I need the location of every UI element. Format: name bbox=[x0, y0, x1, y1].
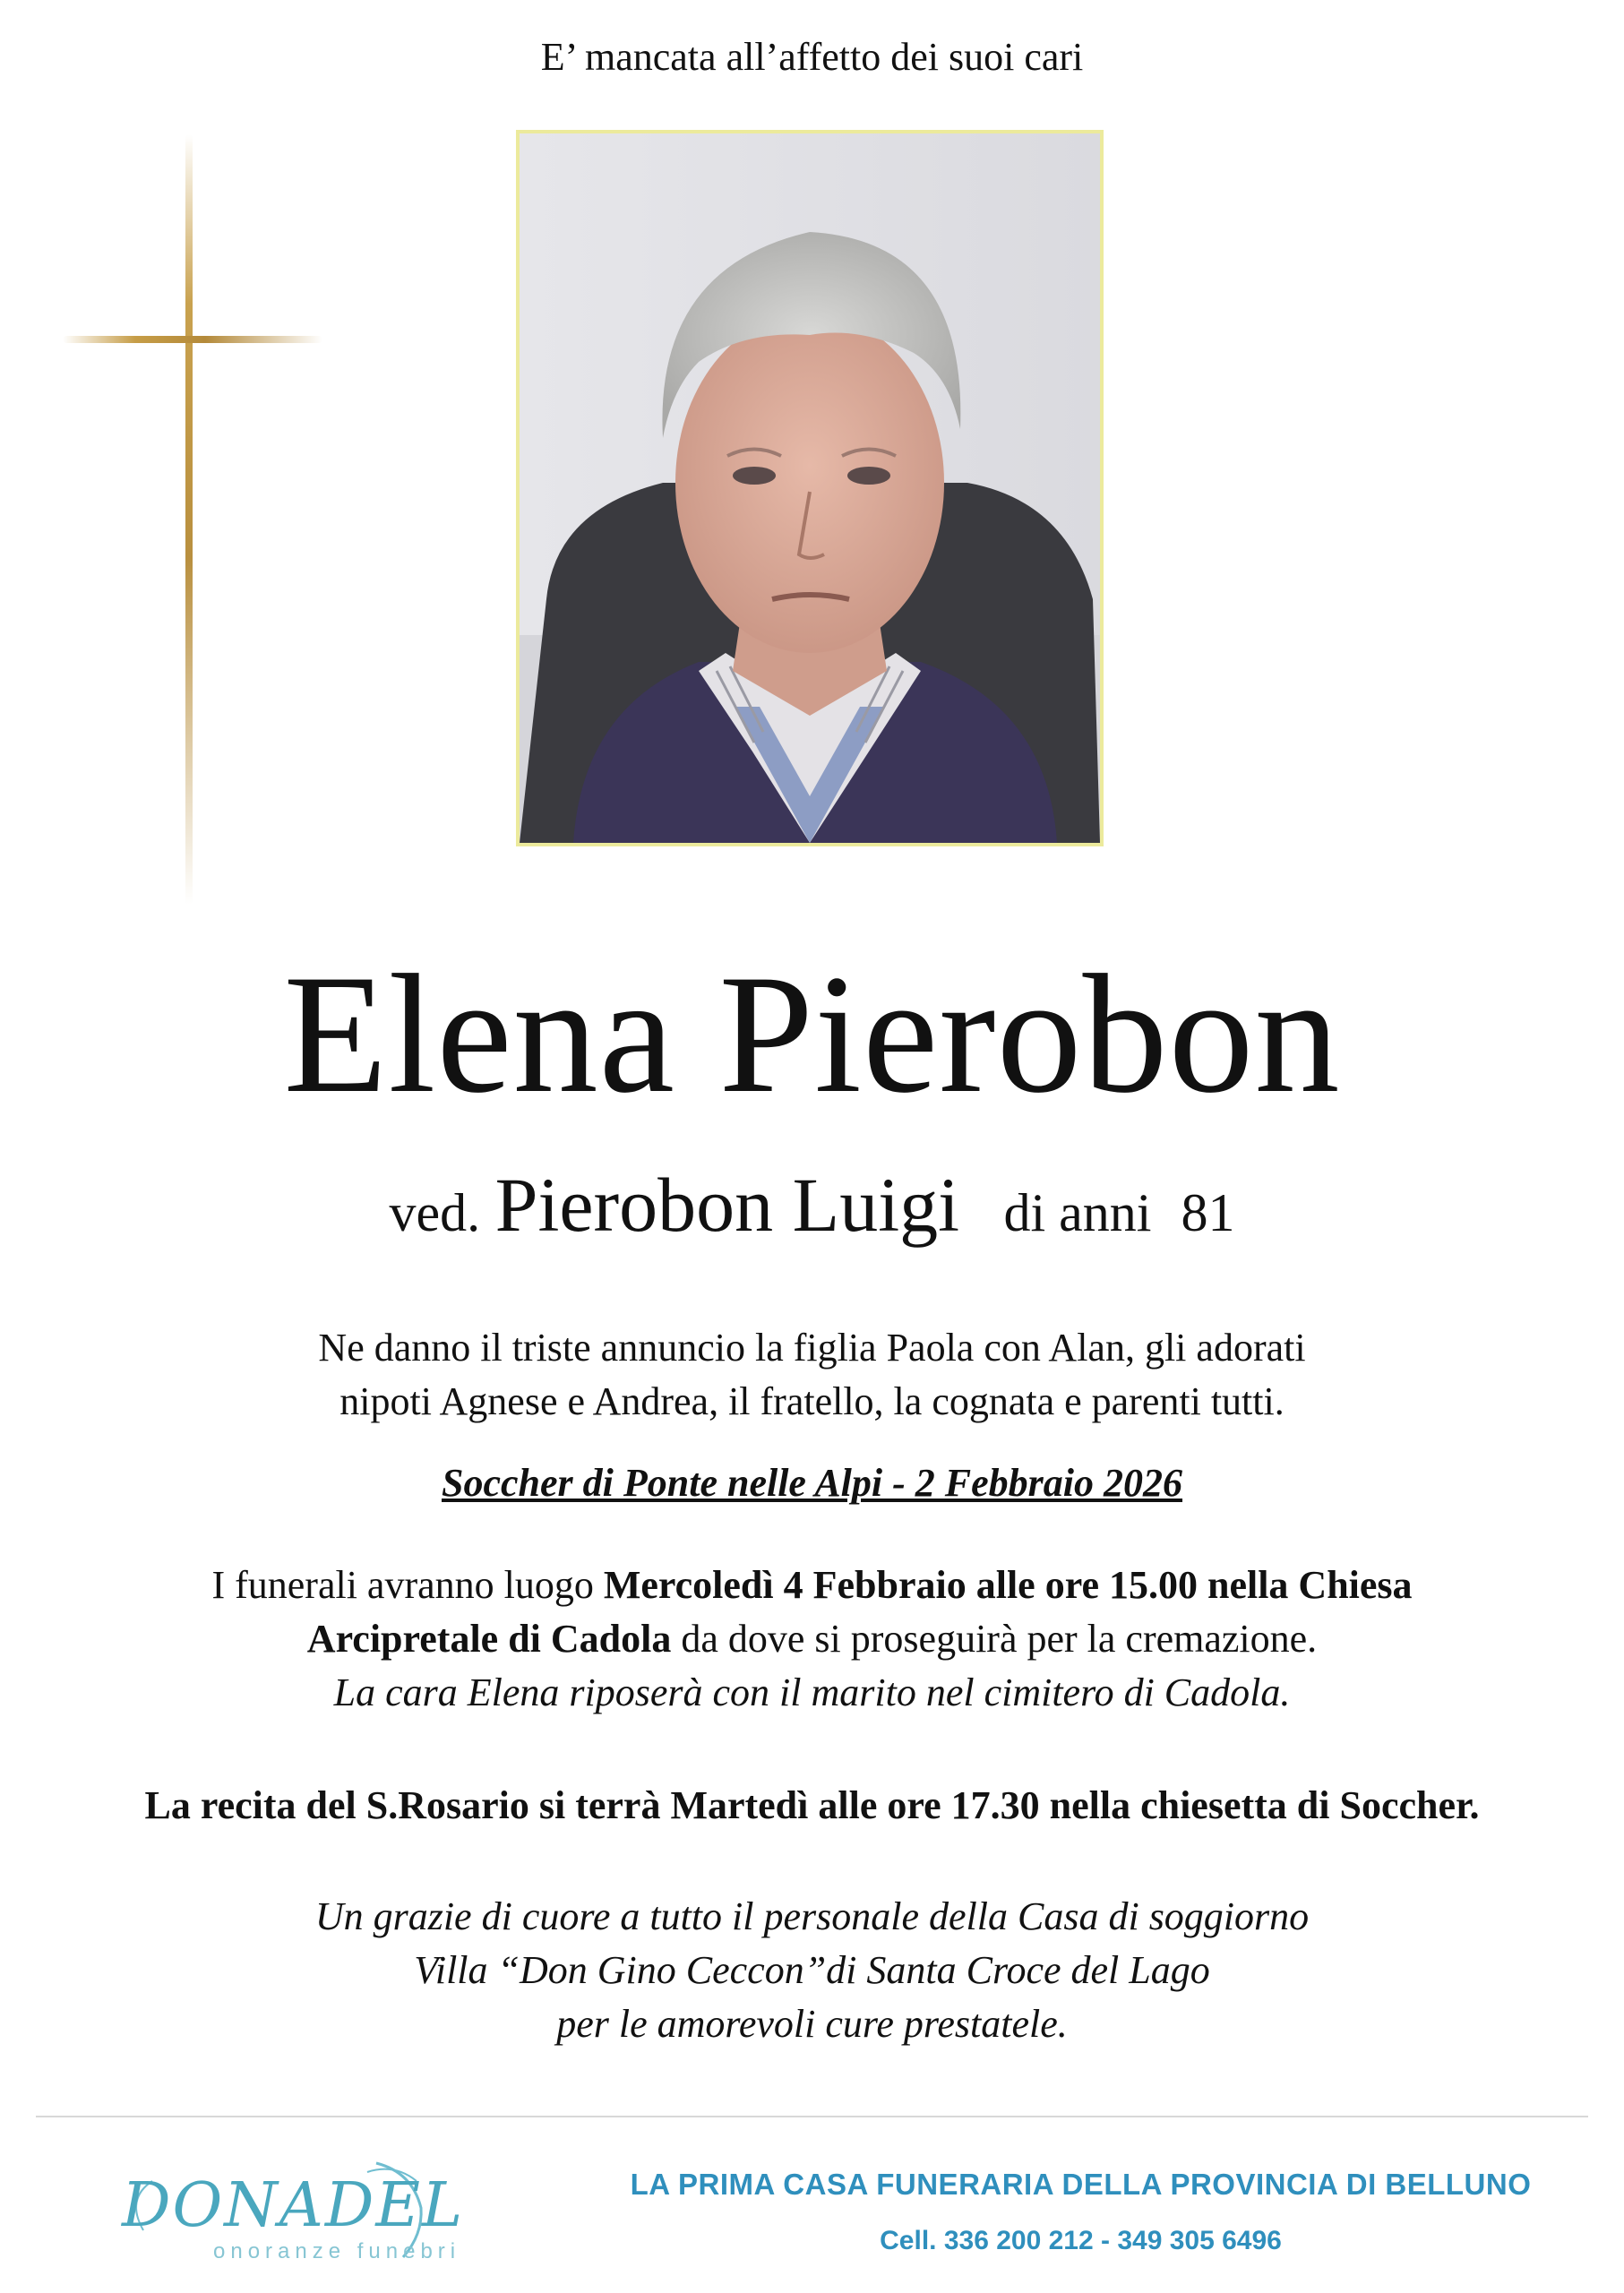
thanks-note bbox=[0, 1890, 1624, 2051]
portrait-photo bbox=[516, 130, 1104, 846]
footer-tagline: LA PRIMA CASA FUNERARIA DELLA PROVINCIA DI BELLUNO bbox=[630, 2168, 1532, 2201]
deceased-name: Elena Pierobon bbox=[283, 940, 1341, 1129]
thanks-line: Villa “Don Gino Ceccon”di Santa Croce del Lago bbox=[414, 1948, 1210, 1992]
widow-line bbox=[0, 1164, 1624, 1253]
funeral-time: Mercoledì 4 Febbraio alle ore 15.00 nella Chiesa bbox=[603, 1563, 1413, 1607]
widow-prefix: ved. bbox=[389, 1183, 481, 1242]
age-label: di anni bbox=[1003, 1183, 1152, 1242]
funeral-text: da dove si proseguirà per la cremazione. bbox=[671, 1617, 1318, 1661]
logo-wordmark: DONADEL bbox=[122, 2170, 465, 2241]
announcement-line: Ne danno il triste annuncio la figlia Paola con Alan, gli adorati bbox=[318, 1326, 1306, 1370]
funeral-info bbox=[0, 1559, 1624, 1720]
rosary-info: La recita del S.Rosario si terrà Martedì alle ore 17.30 nella chiesetta di Soccher. bbox=[144, 1783, 1480, 1827]
funeral-church: Arcipretale di Cadola bbox=[306, 1617, 672, 1661]
thanks-line: per le amorevoli cure prestatele. bbox=[556, 2002, 1068, 2046]
donadel-logo bbox=[107, 2145, 484, 2271]
age-value: 81 bbox=[1181, 1183, 1235, 1242]
footer-divider bbox=[36, 2116, 1588, 2117]
place-date: Soccher di Ponte nelle Alpi - 2 Febbraio 2026 bbox=[442, 1461, 1182, 1505]
burial-note: La cara Elena riposerà con il marito nel cimitero di Cadola. bbox=[333, 1670, 1291, 1714]
funeral-line bbox=[0, 1559, 1624, 1612]
spouse-name: Pierobon Luigi bbox=[494, 1162, 959, 1248]
funeral-text: I funerali avranno luogo bbox=[211, 1563, 604, 1607]
announcement bbox=[0, 1321, 1624, 1429]
intro-text: E’ mancata all’affetto dei suoi cari bbox=[540, 35, 1084, 79]
cross-icon bbox=[63, 134, 322, 905]
footer-phone: Cell. 336 200 212 - 349 305 6496 bbox=[880, 2226, 1282, 2255]
logo-subtitle: onoranze funebri bbox=[213, 2239, 461, 2263]
funeral-line bbox=[0, 1666, 1624, 1720]
funeral-line bbox=[0, 1612, 1624, 1666]
thanks-line: Un grazie di cuore a tutto il personale della Casa di soggiorno bbox=[314, 1894, 1310, 1938]
announcement-line: nipoti Agnese e Andrea, il fratello, la cognata e parenti tutti. bbox=[339, 1379, 1285, 1423]
